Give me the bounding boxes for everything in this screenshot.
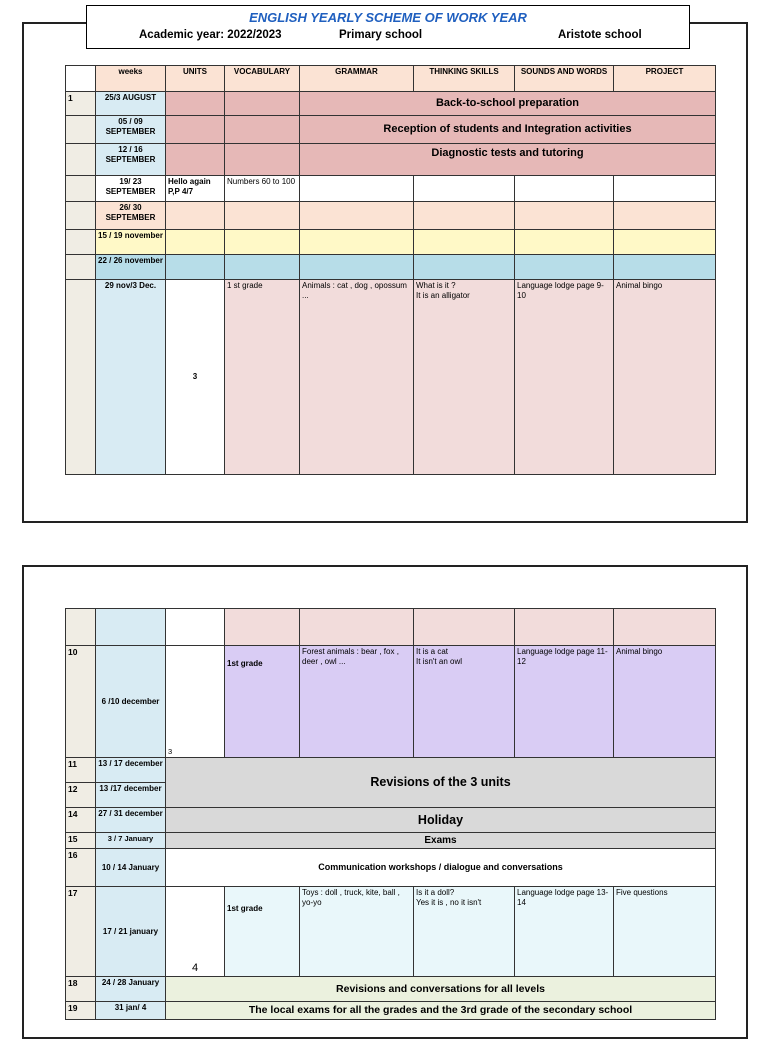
week-cell: 26/ 30 SEPTEMBER [96,202,166,230]
sounds-cell [515,230,614,255]
table-row [66,849,716,887]
vocabulary-cell [225,609,300,646]
header-units: UNITS [166,66,225,92]
vocabulary-cell: 1st grade [225,646,300,758]
grammar-cell: Forest animals : bear , fox , deer , owl ... [300,646,414,758]
units-cell [166,230,225,255]
week-cell: 19/ 23 SEPTEMBER [96,176,166,202]
week-cell: 22 / 26 november [96,255,166,280]
units-cell [166,144,225,176]
project-cell [614,230,716,255]
project-cell [614,202,716,230]
grammar-cell [300,255,414,280]
grammar-cell: Toys : doll , truck, kite, ball , yo-yo [300,887,414,977]
thinking-cell [414,255,515,280]
vocabulary-cell: 1 st grade [225,280,300,475]
thinking-cell: It is a cat It isn't an owl [414,646,515,758]
project-cell: Five questions [614,887,716,977]
thinking-cell [414,176,515,202]
sounds-cell: Language lodge page 9-10 [515,280,614,475]
table-row [66,202,716,230]
activity-banner: Reception of students and Integration activities [300,116,716,144]
week-cell: 3 / 7 January [96,833,166,849]
row-number [66,280,96,475]
table-row [66,255,716,280]
week-cell: 15 / 19 november [96,230,166,255]
week-cell: 10 / 14 January [96,849,166,887]
header-thinking-skills: THINKING SKILLS [414,66,515,92]
workshops-banner: Communication workshops / dialogue and conversations [166,849,716,887]
row-number [66,609,96,646]
week-cell: 24 / 28 January [96,977,166,1002]
row-number [66,202,96,230]
row-number: 17 [66,887,96,977]
grammar-cell [300,202,414,230]
row-number [66,255,96,280]
units-cell: Hello again P,P 4/7 [166,176,225,202]
schedule-table-page-1 [65,65,716,475]
table-row [66,887,716,977]
activity-banner: Diagnostic tests and tutoring [300,144,716,176]
thinking-cell: What is it ? It is an alligator [414,280,515,475]
vocabulary-cell [225,116,300,144]
grammar-cell [300,230,414,255]
header-vocabulary: VOCABULARY [225,66,300,92]
row-number: 18 [66,977,96,1002]
week-cell: 17 / 21 january [96,887,166,977]
document-title: ENGLISH YEARLY SCHEME OF WORK YEAR [249,10,527,25]
table-row [66,92,716,116]
project-cell [614,255,716,280]
document-header [86,5,690,49]
grammar-cell [300,609,414,646]
units-cell: 3 [166,646,225,758]
activity-banner: Back-to-school preparation [300,92,716,116]
header-grammar: GRAMMAR [300,66,414,92]
grammar-cell: Animals : cat , dog , opossum ... [300,280,414,475]
project-cell [614,609,716,646]
week-cell: 25/3 AUGUST [96,92,166,116]
revisions-conversations-banner: Revisions and conversations for all levels [166,977,716,1002]
units-cell [166,255,225,280]
thinking-cell: Is it a doll? Yes it is , no it isn't [414,887,515,977]
row-number: 11 [66,758,96,783]
units-cell: 3 [166,280,225,475]
row-number: 19 [66,1002,96,1020]
vocabulary-cell [225,255,300,280]
table-row [66,977,716,1002]
week-cell: 12 / 16 SEPTEMBER [96,144,166,176]
week-cell: 29 nov/3 Dec. [96,280,166,475]
project-cell: Animal bingo [614,280,716,475]
revisions-banner: Revisions of the 3 units [166,758,716,808]
table-row [66,609,716,646]
thinking-cell [414,202,515,230]
sounds-cell [515,176,614,202]
exams-banner: Exams [166,833,716,849]
units-cell [166,202,225,230]
vocabulary-cell [225,92,300,116]
header-sounds-and-words: SOUNDS AND WORDS [515,66,614,92]
week-cell: 6 /10 december [96,646,166,758]
table-row [66,1002,716,1020]
schedule-table-page-2 [65,608,716,1020]
row-number: 12 [66,783,96,808]
thinking-cell [414,230,515,255]
grammar-cell [300,176,414,202]
header-weeks: weeks [96,66,166,92]
row-number: 14 [66,808,96,833]
row-number: 16 [66,849,96,887]
vocabulary-cell [225,230,300,255]
units-cell [166,609,225,646]
school-name: Aristote school [558,29,642,41]
sounds-cell [515,202,614,230]
table-row [66,280,716,475]
holiday-banner: Holiday [166,808,716,833]
vocabulary-cell: Numbers 60 to 100 [225,176,300,202]
table-row [66,833,716,849]
header-row [66,66,716,92]
table-row [66,808,716,833]
row-number: 1 [66,92,96,116]
table-row [66,176,716,202]
week-cell: 13 / 17 december [96,758,166,783]
units-cell: 4 [166,887,225,977]
units-cell [166,92,225,116]
row-number [66,116,96,144]
week-cell [96,609,166,646]
academic-year: Academic year: 2022/2023 [139,29,282,41]
project-cell [614,176,716,202]
sounds-cell: Language lodge page 11-12 [515,646,614,758]
thinking-cell [414,609,515,646]
school-level: Primary school [339,29,423,41]
week-cell: 27 / 31 december [96,808,166,833]
project-cell: Animal bingo [614,646,716,758]
sounds-cell: Language lodge page 13-14 [515,887,614,977]
row-number [66,176,96,202]
sounds-cell [515,255,614,280]
units-cell [166,116,225,144]
vocabulary-cell: 1st grade [225,887,300,977]
sounds-cell [515,609,614,646]
table-row [66,646,716,758]
row-number [66,144,96,176]
header-cell-num [66,66,96,92]
table-row [66,230,716,255]
local-exams-banner: The local exams for all the grades and the 3rd grade of the secondary school [166,1002,716,1020]
week-cell: 31 jan/ 4 [96,1002,166,1020]
row-number: 10 [66,646,96,758]
table-row [66,116,716,144]
vocabulary-cell [225,202,300,230]
week-cell: 05 / 09 SEPTEMBER [96,116,166,144]
table-row [66,758,716,783]
row-number: 15 [66,833,96,849]
week-cell: 13 /17 december [96,783,166,808]
row-number [66,230,96,255]
header-project: PROJECT [614,66,716,92]
vocabulary-cell [225,144,300,176]
table-row [66,144,716,176]
